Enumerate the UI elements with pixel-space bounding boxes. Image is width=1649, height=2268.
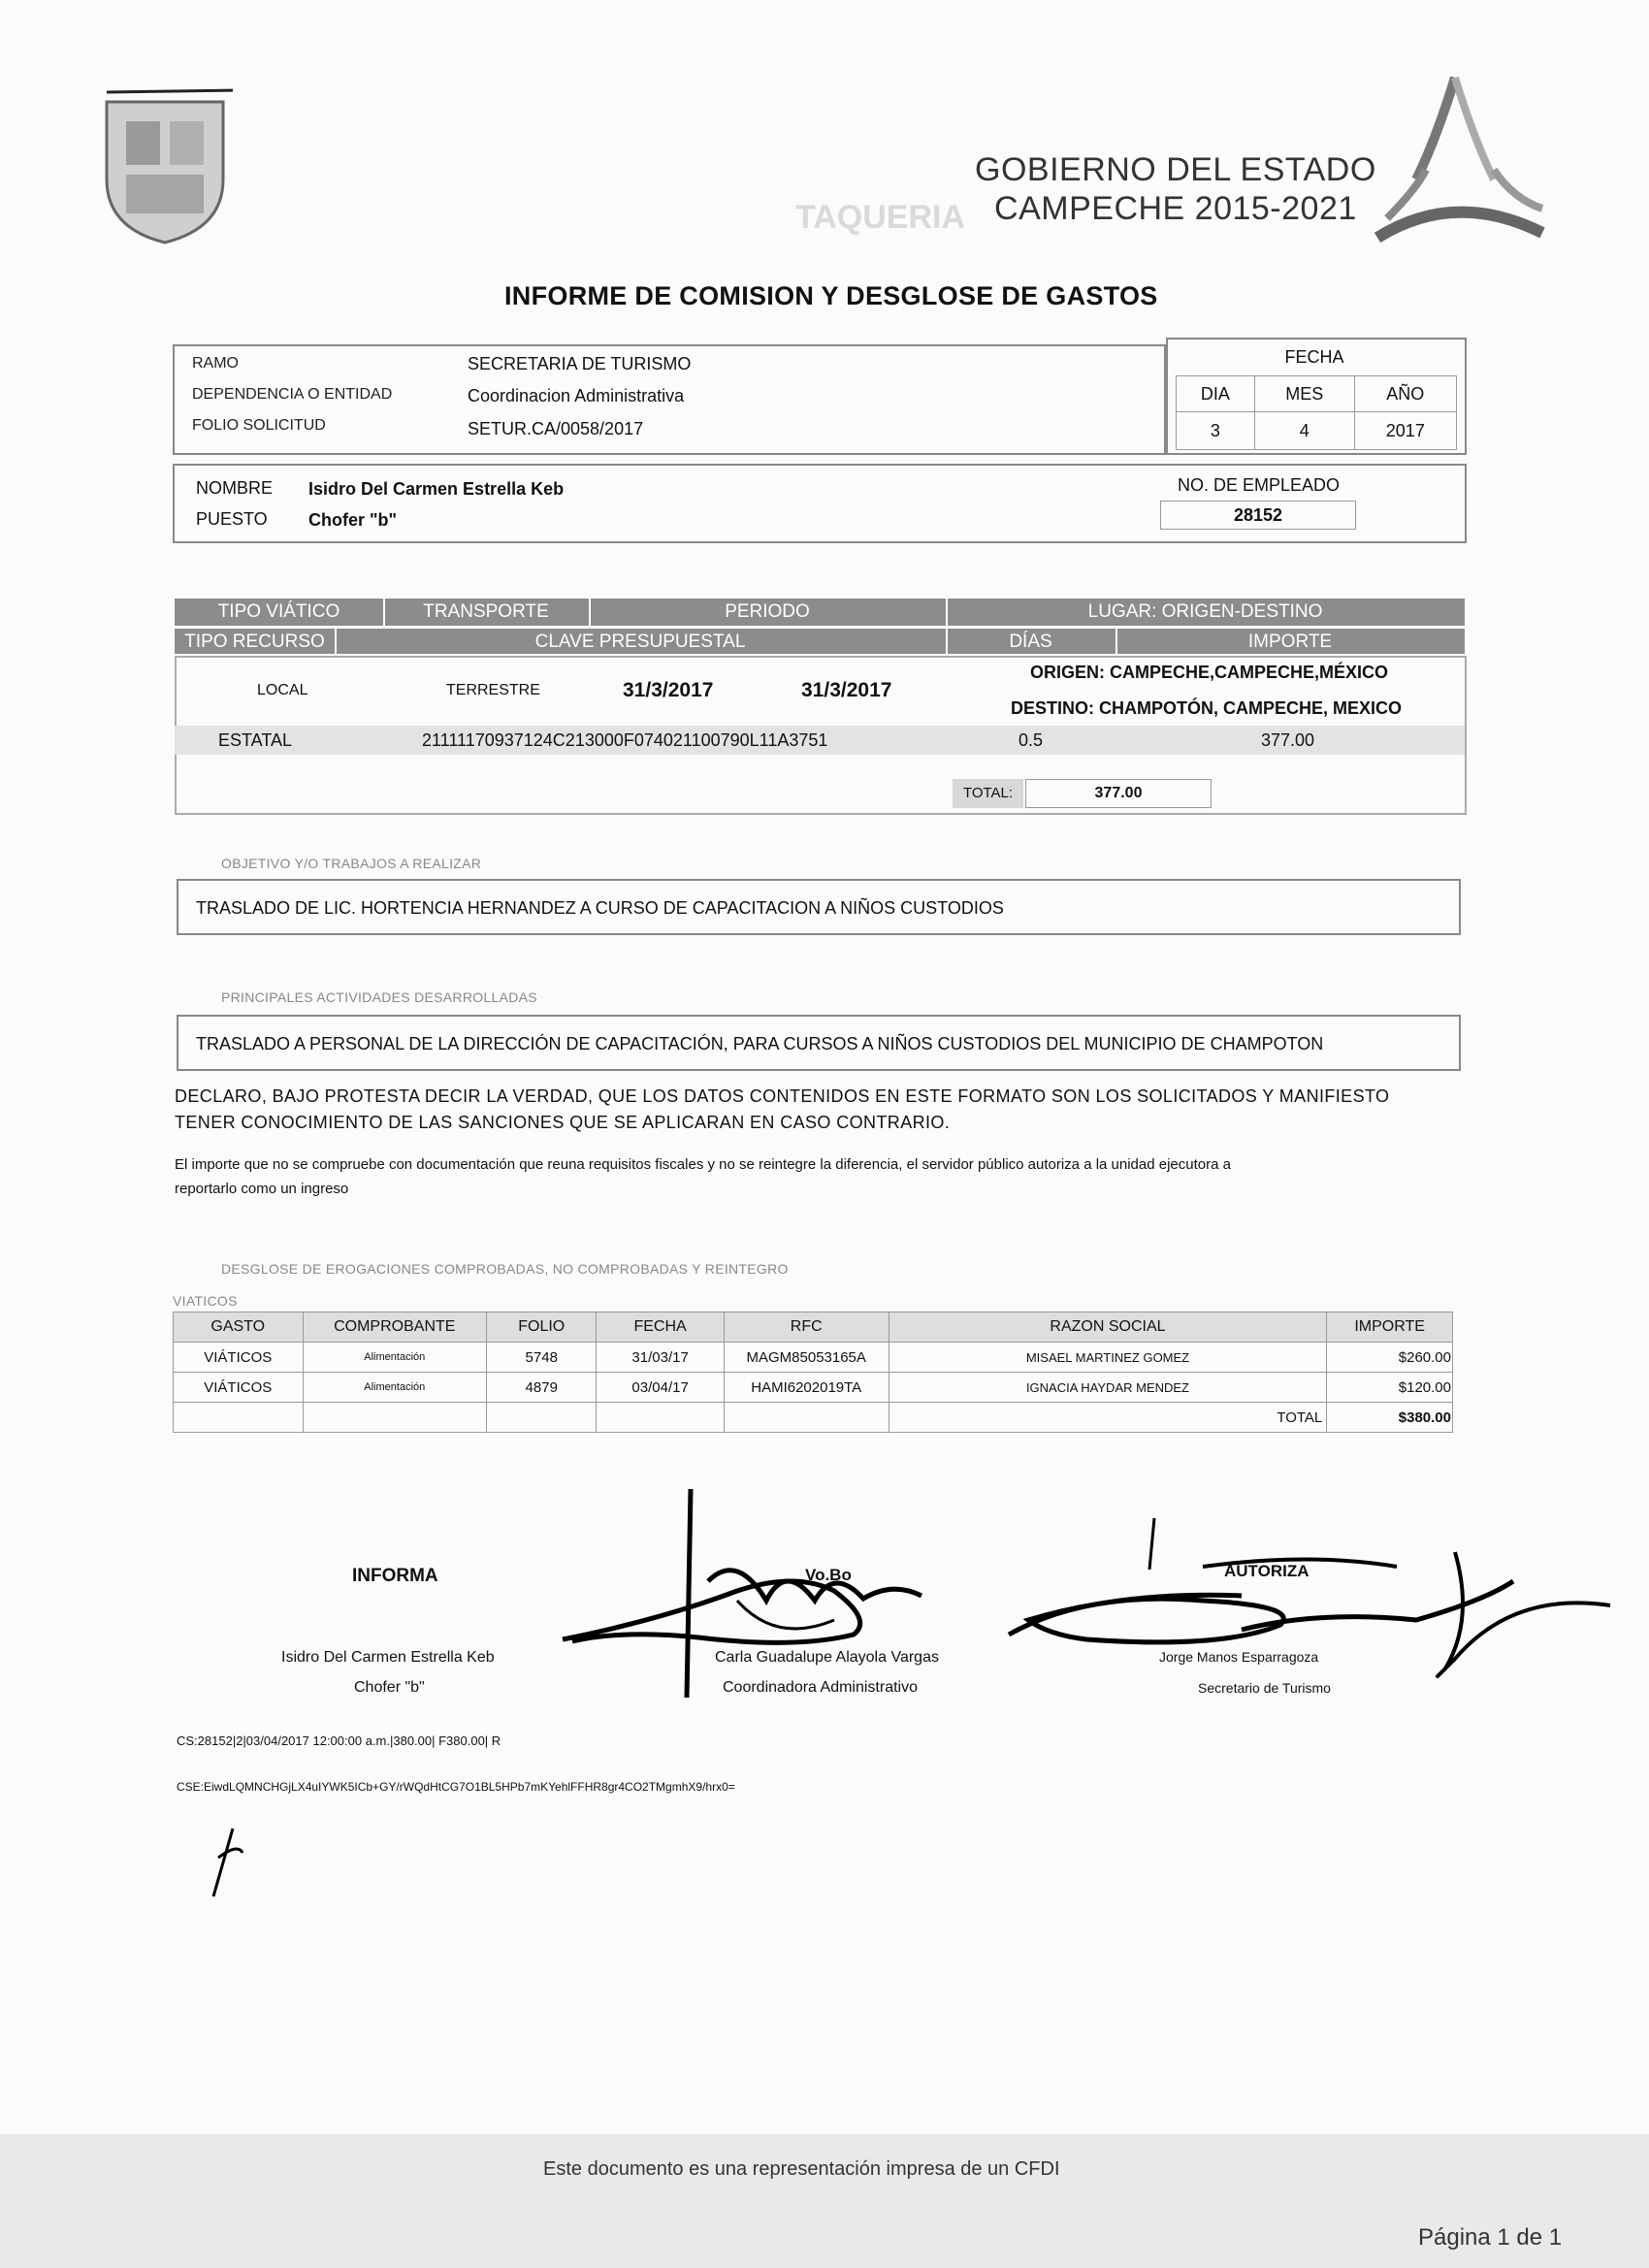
government-logo (1358, 73, 1552, 257)
desglose-sublabel: VIATICOS (173, 1293, 238, 1309)
gasto-cell: VIÁTICOS (174, 1343, 304, 1373)
state-seal-logo (97, 82, 233, 247)
empty-cell (303, 1403, 487, 1433)
transporte-header: TRANSPORTE (383, 599, 591, 626)
gov-line-2: CAMPECHE 2015-2021 (994, 190, 1357, 227)
declaro-line-2: TENER CONOCIMIENTO DE LAS SANCIONES QUE SE APLICARAN EN CASO CONTRARIO. (175, 1113, 951, 1132)
total-value: 377.00 (1025, 779, 1212, 808)
table-row (174, 1343, 1453, 1373)
num-empleado-label: NO. DE EMPLEADO (1178, 475, 1341, 495)
origen-value: ORIGEN: CAMPECHE,CAMPECHE,MÉXICO (1030, 663, 1389, 682)
rfc-cell: HAMI6202019TA (724, 1373, 889, 1403)
folio-cell: 4879 (487, 1373, 597, 1403)
mes-value: 4 (1254, 412, 1354, 450)
empty-cell (597, 1403, 724, 1433)
empty-cell (487, 1403, 597, 1433)
gov-line-1: GOBIERNO DEL ESTADO (975, 151, 1376, 188)
empty-cell (724, 1403, 889, 1433)
razon-social-cell: MISAEL MARTINEZ GOMEZ (889, 1343, 1327, 1373)
gasto-cell: VIÁTICOS (174, 1373, 304, 1403)
vobo-name: Carla Guadalupe Alayola Vargas (715, 1649, 939, 1666)
viatico-header-row-2 (175, 629, 1465, 654)
ano-header: AÑO (1354, 376, 1456, 412)
desglose-label: DESGLOSE DE EROGACIONES COMPROBADAS, NO COMPROBADAS Y REINTEGRO (221, 1261, 789, 1277)
recurso-value: ESTATAL (218, 730, 293, 750)
periodo-header: PERIODO (589, 599, 948, 626)
fecha-title: FECHA (1284, 347, 1344, 367)
tipo-viatico-header: TIPO VIÁTICO (175, 599, 385, 626)
actividades-label: PRINCIPALES ACTIVIDADES DESARROLLADAS (221, 989, 537, 1005)
note-line-2: reportarlo como un ingreso (175, 1181, 349, 1197)
destino-value: DESTINO: CHAMPOTÓN, CAMPECHE, MEXICO (1011, 698, 1403, 718)
objetivo-text: TRASLADO DE LIC. HORTENCIA HERNANDEZ A CURSO DE CAPACITACION A NIÑOS CUSTODIOS (196, 898, 1004, 918)
cse-code: CSE:EiwdLQMNCHGjLX4uIYWK5ICb+GY/rWQdHtCG7O1BL5HPb7mKYehlFFHR8gr4CO2TMgmhX9/hrx0= (177, 1780, 735, 1794)
total-cell: $380.00 (1327, 1403, 1453, 1433)
ramo-value: SECRETARIA DE TURISMO (468, 354, 692, 373)
fecha-fin-value: 31/3/2017 (801, 679, 892, 701)
dia-header: DIA (1177, 376, 1255, 412)
fecha-header: FECHA (597, 1312, 724, 1343)
informa-role: Chofer "b" (354, 1679, 425, 1696)
cs-code: CS:28152|2|03/04/2017 12:00:00 a.m.|380.00| F380.00| R (177, 1733, 501, 1748)
signature-graphics (543, 1474, 1630, 1727)
table-row (174, 1373, 1453, 1403)
mes-header: MES (1254, 376, 1354, 412)
desglose-header-row (174, 1312, 1453, 1343)
note-line-1: El importe que no se compruebe con documentación que reuna requisitos fiscales y no se reintegre la diferencia, el servidor público autoriza a la unidad ejecutora a (175, 1156, 1231, 1173)
cfdi-text: Este documento es una representación impresa de un CFDI (543, 2158, 1060, 2180)
rfc-header: RFC (724, 1312, 889, 1343)
total-label-cell: TOTAL (889, 1403, 1327, 1433)
gasto-header: GASTO (174, 1312, 304, 1343)
initial-mark (204, 1824, 252, 1901)
table-total-row (174, 1403, 1453, 1433)
bleed-through-restaurant: TAQUERIA (795, 199, 966, 236)
transporte-value: TERRESTRE (446, 682, 540, 698)
declaro-line-1: DECLARO, BAJO PROTESTA DECIR LA VERDAD, QUE LOS DATOS CONTENIDOS EN ESTE FORMATO SON LOS SOLICITADOS Y MANIFIESTO (175, 1086, 1390, 1106)
fecha-inicio-value: 31/3/2017 (623, 679, 714, 701)
clave-value: 21111170937124C213000F074021100790L11A3751 (422, 730, 828, 750)
fecha-cell: 31/03/17 (597, 1343, 724, 1373)
desglose-table (173, 1312, 1453, 1433)
dia-value: 3 (1177, 412, 1255, 450)
puesto-label: PUESTO (196, 509, 268, 529)
razon-social-header: RAZON SOCIAL (889, 1312, 1327, 1343)
tipo-viatico-value: LOCAL (257, 682, 308, 698)
comprobante-cell: Alimentación (303, 1373, 487, 1403)
fecha-cell: 03/04/17 (597, 1373, 724, 1403)
empty-cell (174, 1403, 304, 1433)
clave-presupuestal-header: CLAVE PRESUPUESTAL (335, 629, 948, 656)
total-label: TOTAL: (953, 779, 1023, 808)
vobo-role: Coordinadora Administrativo (723, 1679, 918, 1696)
document-title: INFORME DE COMISION Y DESGLOSE DE GASTOS (504, 281, 1158, 310)
informa-label: INFORMA (352, 1566, 438, 1586)
footer-bar (0, 2134, 1649, 2268)
ano-value: 2017 (1354, 412, 1456, 450)
comprobante-header: COMPROBANTE (303, 1312, 487, 1343)
dias-value: 0.5 (1018, 730, 1044, 750)
autoriza-role: Secretario de Turismo (1198, 1680, 1331, 1696)
importe-value: 377.00 (1261, 730, 1315, 750)
nombre-label: NOMBRE (196, 478, 274, 498)
importe-header: IMPORTE (1247, 632, 1333, 652)
folio-solicitud-label: FOLIO SOLICITUD (192, 417, 326, 434)
autoriza-name: Jorge Manos Esparragoza (1159, 1649, 1319, 1665)
dependencia-label: DEPENDENCIA O ENTIDAD (192, 386, 393, 403)
vobo-label: Vo.Bo (805, 1566, 852, 1584)
government-header (975, 150, 1376, 228)
puesto-value: Chofer "b" (308, 510, 398, 530)
folio-cell: 5748 (487, 1343, 597, 1373)
rfc-cell: MAGM85053165A (724, 1343, 889, 1373)
fecha-table (1176, 375, 1457, 450)
folio-solicitud-value: SETUR.CA/0058/2017 (468, 419, 644, 438)
comprobante-cell: Alimentación (303, 1343, 487, 1373)
importe-cell: $260.00 (1327, 1343, 1453, 1373)
bleed-through-text (407, 199, 419, 240)
page-number: Página 1 de 1 (1418, 2224, 1563, 2251)
actividades-text: TRASLADO A PERSONAL DE LA DIRECCIÓN DE CAPACITACIÓN, PARA CURSOS A NIÑOS CUSTODIOS DEL MUNICIPIO DE CHAMPOTON (196, 1034, 1324, 1053)
nombre-value: Isidro Del Carmen Estrella Keb (308, 479, 565, 499)
informa-name: Isidro Del Carmen Estrella Keb (281, 1649, 495, 1666)
folio-header: FOLIO (487, 1312, 597, 1343)
tipo-recurso-header: TIPO RECURSO (175, 629, 337, 656)
autoriza-label: AUTORIZA (1224, 1562, 1310, 1580)
ramo-label: RAMO (192, 355, 239, 372)
lugar-header: LUGAR: ORIGEN-DESTINO (1087, 601, 1323, 622)
dias-header: DÍAS (946, 629, 1117, 656)
dependencia-value: Coordinacion Administrativa (468, 386, 685, 405)
razon-social-cell: IGNACIA HAYDAR MENDEZ (889, 1373, 1327, 1403)
viatico-header-row-1 (175, 599, 1465, 626)
importe-cell: $120.00 (1327, 1373, 1453, 1403)
num-empleado-value: 28152 (1160, 501, 1356, 530)
importe-col-header: IMPORTE (1327, 1312, 1453, 1343)
objetivo-label: OBJETIVO Y/O TRABAJOS A REALIZAR (221, 856, 482, 871)
